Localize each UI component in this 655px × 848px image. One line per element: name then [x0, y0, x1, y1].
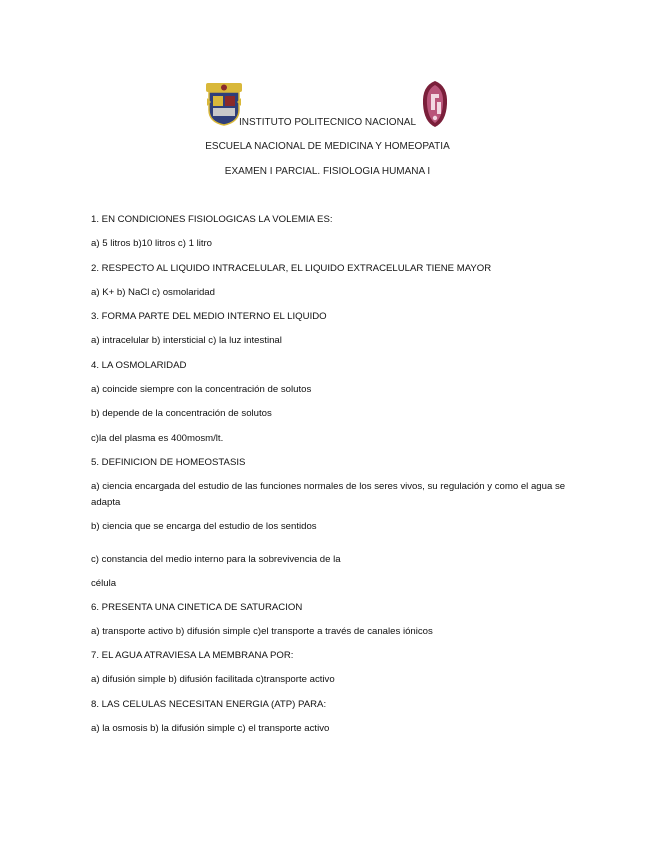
- question-7: 7. EL AGUA ATRAVIESA LA MEMBRANA POR:: [91, 650, 294, 661]
- question-1: 1. EN CONDICIONES FISIOLOGICAS LA VOLEMIA ES:: [91, 214, 333, 225]
- question-5-option-a: a) ciencia encargada del estudio de las funciones normales de los seres vivos, su regulación y como el agua se adapta: [91, 481, 566, 508]
- question-2-options: a) K+ b) NaCl c) osmolaridad: [91, 287, 215, 298]
- question-5-option-c: c) constancia del medio interno para la sobrevivencia de la: [91, 554, 341, 565]
- institute-title: INSTITUTO POLITECNICO NACIONAL: [238, 117, 417, 128]
- question-5-option-c-cont: célula: [91, 578, 117, 589]
- question-5: 5. DEFINICION DE HOMEOSTASIS: [91, 457, 246, 468]
- question-7-options: a) difusión simple b) difusión facilitada c)transporte activo: [91, 674, 335, 685]
- question-4-option-c: c)la del plasma es 400mosm/lt.: [91, 433, 224, 444]
- school-title: ESCUELA NACIONAL DE MEDICINA Y HOMEOPATIA: [205, 141, 450, 152]
- question-4-option-a: a) coincide siempre con la concentración de solutos: [91, 384, 312, 395]
- question-5-option-b: b) ciencia que se encarga del estudio de los sentidos: [91, 521, 317, 532]
- question-3: 3. FORMA PARTE DEL MEDIO INTERNO EL LIQUIDO: [91, 311, 327, 322]
- question-6: 6. PRESENTA UNA CINETICA DE SATURACION: [91, 602, 303, 613]
- question-3-options: a) intracelular b) intersticial c) la luz intestinal: [91, 335, 282, 346]
- question-8-options: a) la osmosis b) la difusión simple c) el transporte activo: [91, 723, 330, 734]
- question-4-option-b: b) depende de la concentración de solutos: [91, 408, 272, 419]
- question-8: 8. LAS CELULAS NECESITAN ENERGIA (ATP) PARA:: [91, 699, 327, 710]
- question-6-options: a) transporte activo b) difusión simple c)el transporte a través de canales iónicos: [91, 626, 433, 637]
- question-2: 2. RESPECTO AL LIQUIDO INTRACELULAR, EL LIQUIDO EXTRACELULAR TIENE MAYOR: [91, 263, 492, 274]
- question-1-options: a) 5 litros b)10 litros c) 1 litro: [91, 238, 213, 249]
- exam-title: EXAMEN I PARCIAL. FISIOLOGIA HUMANA I: [224, 166, 431, 177]
- question-4: 4. LA OSMOLARIDAD: [91, 360, 187, 371]
